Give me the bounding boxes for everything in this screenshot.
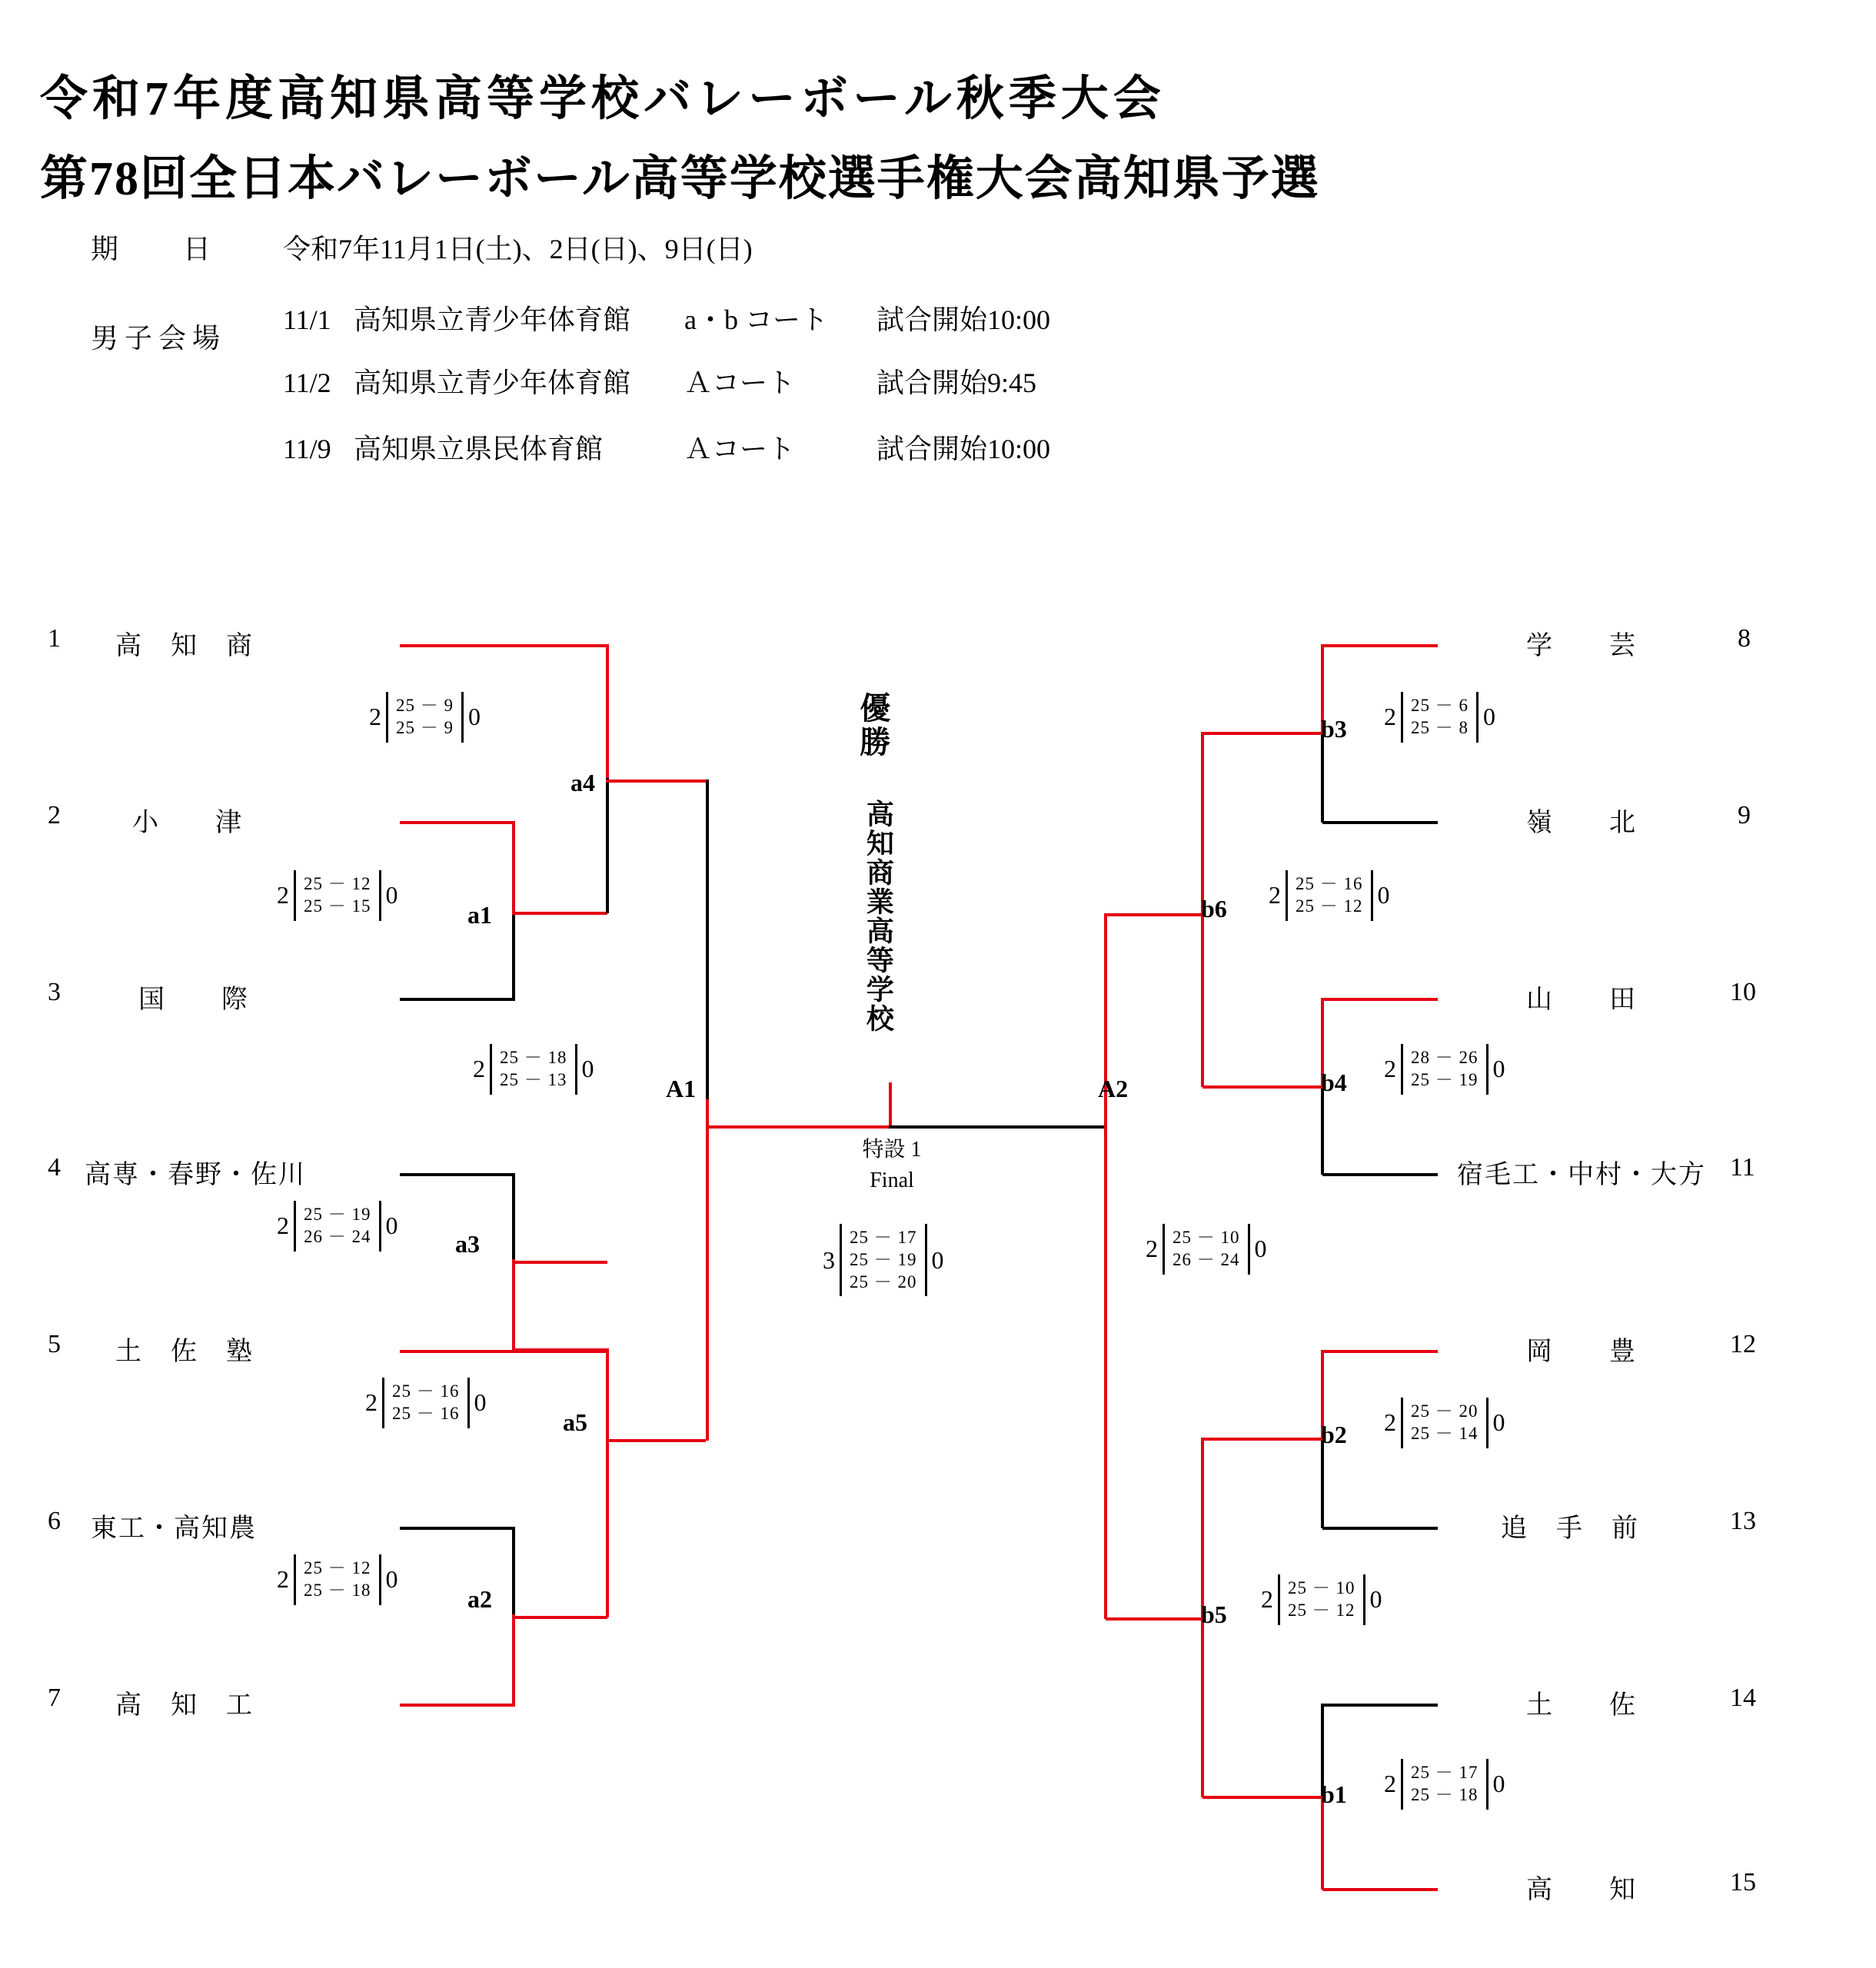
bracket-line-a1-lower (512, 912, 515, 999)
bracket-line-a2-lower (512, 1614, 515, 1705)
bracket-line-a1-out (512, 912, 607, 915)
bracket-line-a2-out (512, 1616, 607, 1619)
score-b6-winner-sets: 2 (1269, 881, 1281, 909)
seed-number-13: 13 (1730, 1507, 1756, 1535)
score-a5-set1: 25 － 16 (392, 1381, 460, 1401)
score-a4 (369, 692, 481, 743)
bracket-line-a4-out (606, 780, 707, 783)
score-b5-winner-sets: 2 (1261, 1585, 1273, 1614)
score-b2-sets (1401, 1398, 1488, 1448)
score-b4-set2: 25 － 19 (1411, 1069, 1479, 1089)
team-label-12: 岡 豊 (1526, 1338, 1637, 1366)
venue-court-2: Ａコート (684, 367, 796, 398)
team-label-14: 土 佐 (1526, 1691, 1637, 1720)
score-b3-set2: 25 － 8 (1411, 717, 1469, 737)
bracket-line-t6 (400, 1527, 515, 1530)
seed-number-10: 10 (1730, 978, 1756, 1006)
venue-place-1: 高知県立青少年体育館 (354, 304, 631, 335)
seed-number-15: 15 (1730, 1868, 1756, 1897)
bracket-line-a5-out (606, 1439, 706, 1442)
seed-number-3: 3 (48, 978, 61, 1006)
score-a4-loser-sets: 0 (468, 703, 481, 731)
score-a3-set2: 26 － 24 (304, 1226, 371, 1246)
score-b1-loser-sets: 0 (1492, 1770, 1505, 1798)
venue-row-1 (283, 298, 1050, 337)
match-code-a3: a3 (455, 1230, 480, 1258)
team-label-9: 嶺 北 (1526, 809, 1637, 837)
bracket-line-a2-upper (512, 1527, 515, 1616)
bracket-line-a4-lower (606, 778, 609, 913)
bracket-line-t12 (1322, 1350, 1438, 1353)
score-a4-set1: 25 － 9 (396, 696, 454, 715)
score-A1-winner-sets: 2 (473, 1055, 485, 1083)
score-a3-sets (294, 1201, 381, 1252)
match-code-b4: b4 (1321, 1069, 1347, 1096)
team-label-15: 高 知 (1526, 1876, 1637, 1904)
final-loser-sets: 0 (931, 1245, 944, 1274)
venue-place-2: 高知県立青少年体育館 (354, 367, 631, 398)
score-a1-sets (294, 870, 381, 921)
bracket-line-b6-out (1106, 913, 1202, 916)
bracket-line-A1-final (706, 1125, 890, 1129)
bracket-line-b3-lower (1321, 732, 1324, 823)
score-a2-set2: 25 － 18 (304, 1580, 371, 1600)
final-set-3: 25 － 20 (850, 1272, 917, 1292)
bracket-line-final-champ (889, 1082, 892, 1127)
venue-row-3 (283, 427, 1050, 467)
bracket-line-A1-lower (706, 1099, 709, 1441)
team-label-7: 高 知 工 (115, 1691, 254, 1720)
score-a1-winner-sets: 2 (277, 881, 289, 909)
score-b5-loser-sets: 0 (1369, 1585, 1382, 1614)
match-code-a4: a4 (570, 769, 595, 796)
venue-place-3: 高知県立県民体育館 (354, 434, 604, 464)
score-b4-winner-sets: 2 (1384, 1055, 1396, 1083)
bracket-line-a3-lower (512, 1259, 515, 1351)
bracket-line-t4 (400, 1173, 515, 1176)
score-b1-set2: 25 － 18 (1411, 1784, 1479, 1804)
bracket-line-t2 (400, 821, 515, 824)
bracket-line-b1-out (1202, 1796, 1322, 1799)
score-b1-set1: 25 － 17 (1411, 1763, 1479, 1782)
bracket-line-a3-upper (512, 1173, 515, 1261)
score-A2-loser-sets: 0 (1254, 1235, 1267, 1263)
final-winner-sets: 3 (823, 1245, 835, 1274)
score-A1 (473, 1044, 594, 1095)
bracket-line-t14 (1322, 1704, 1438, 1707)
team-label-2: 小 津 (132, 809, 243, 837)
team-label-8: 学 芸 (1526, 632, 1637, 660)
score-a3 (277, 1201, 398, 1252)
match-code-A2: A2 (1098, 1075, 1129, 1102)
team-label-13: 追 手 前 (1501, 1514, 1639, 1543)
page-title-line1: 令和7年度高知県高等学校バレーボール秋季大会 (40, 73, 1166, 125)
seed-number-9: 9 (1738, 801, 1751, 829)
score-a3-winner-sets: 2 (277, 1212, 289, 1240)
score-A1-loser-sets: 0 (581, 1055, 594, 1083)
bracket-line-t11 (1322, 1173, 1438, 1176)
score-a2-winner-sets: 2 (277, 1565, 289, 1594)
bracket-line-b4-lower (1321, 1085, 1324, 1175)
bracket-line-t15 (1322, 1888, 1438, 1891)
score-b3-sets (1401, 692, 1479, 743)
venue-start-3: 試合開始10:00 (876, 434, 1051, 464)
score-a5 (365, 1378, 487, 1428)
score-b6 (1269, 870, 1390, 921)
bracket-line-t9 (1322, 821, 1438, 824)
score-b6-sets (1286, 870, 1373, 921)
bracket-line-A2-lower (1104, 1125, 1107, 1619)
score-b5-set2: 25 － 12 (1288, 1600, 1355, 1620)
score-a4-set2: 25 － 9 (396, 717, 454, 737)
venue-date-3: 11/9 (283, 434, 331, 464)
score-b3-set1: 25 － 6 (1411, 696, 1469, 715)
team-label-6: 東工・高知農 (91, 1514, 257, 1543)
final-score (823, 1224, 944, 1296)
score-b5-set1: 25 － 10 (1288, 1578, 1355, 1597)
seed-number-4: 4 (48, 1153, 61, 1182)
venue-court-1: a・b コート (684, 304, 828, 335)
seed-number-7: 7 (48, 1684, 61, 1712)
score-b3-loser-sets: 0 (1483, 703, 1495, 731)
score-a1-loser-sets: 0 (385, 881, 398, 909)
team-label-1: 高 知 商 (115, 632, 254, 660)
page-title-line2: 第78回全日本バレーボール高等学校選手権大会高知県予選 (40, 153, 1320, 205)
score-b2-loser-sets: 0 (1492, 1408, 1505, 1437)
score-b5 (1261, 1574, 1382, 1625)
team-label-3: 国 際 (138, 986, 249, 1014)
bracket-line-t8 (1322, 644, 1438, 647)
score-a2-set1: 25 － 12 (304, 1558, 371, 1577)
team-label-4: 高専・春野・佐川 (85, 1161, 306, 1189)
date-label: 期 日 (91, 234, 230, 264)
venue-label: 男子会場 (91, 323, 227, 354)
score-b4-sets (1401, 1044, 1488, 1095)
bracket-line-b1-lower (1321, 1796, 1324, 1890)
score-a1-set1: 25 － 12 (304, 874, 371, 893)
seed-number-2: 2 (48, 801, 61, 829)
score-b4 (1384, 1044, 1505, 1095)
bracket-line-a1-upper (512, 821, 515, 913)
score-b6-loser-sets: 0 (1377, 881, 1390, 909)
venue-date-2: 11/2 (283, 367, 331, 398)
score-a2-sets (294, 1554, 381, 1605)
match-code-A1: A1 (666, 1075, 697, 1102)
score-b5-sets (1278, 1574, 1365, 1625)
score-a2-loser-sets: 0 (385, 1565, 398, 1594)
score-b1 (1384, 1759, 1505, 1810)
date-value: 令和7年11月1日(土)、2日(日)、9日(日) (283, 234, 753, 264)
score-b6-set1: 25 － 16 (1296, 874, 1363, 893)
score-b1-sets (1401, 1759, 1488, 1810)
score-a5-set2: 25 － 16 (392, 1403, 460, 1423)
score-b4-loser-sets: 0 (1492, 1055, 1505, 1083)
match-code-a5: a5 (563, 1408, 587, 1436)
score-a4-sets (386, 692, 464, 743)
score-a5-loser-sets: 0 (474, 1388, 487, 1417)
team-label-10: 山 田 (1526, 986, 1637, 1014)
team-label-5: 土 佐 塾 (115, 1338, 254, 1366)
bracket-line-a3-out2 (512, 1261, 607, 1264)
score-A2-set2: 26 － 24 (1172, 1249, 1240, 1269)
bracket-line-t10 (1322, 998, 1438, 1001)
match-code-a2: a2 (467, 1585, 492, 1613)
score-A2-set1: 25 － 10 (1172, 1228, 1240, 1247)
bracket-line-t1 (400, 644, 607, 647)
final-set-2: 25 － 19 (850, 1249, 917, 1269)
venue-row-2 (283, 361, 1036, 401)
seed-number-11: 11 (1730, 1153, 1755, 1182)
score-b1-winner-sets: 2 (1384, 1770, 1396, 1798)
score-b2-set2: 25 － 14 (1411, 1423, 1479, 1443)
final-round-label: Final (870, 1168, 914, 1192)
match-code-b6: b6 (1201, 895, 1227, 922)
bracket-line-b2-lower (1321, 1438, 1324, 1528)
score-b3-winner-sets: 2 (1384, 703, 1396, 731)
score-a1-set2: 25 － 15 (304, 896, 371, 916)
score-A1-set2: 25 － 13 (500, 1069, 567, 1089)
team-label-11: 宿毛工・中村・大方 (1457, 1161, 1706, 1189)
score-b2 (1384, 1398, 1505, 1448)
score-A1-set1: 25 － 18 (500, 1048, 567, 1067)
bracket-line-A1-upper (706, 780, 709, 1102)
bracket-line-a3-out (512, 1348, 607, 1351)
score-a2 (277, 1554, 398, 1605)
seed-number-14: 14 (1730, 1684, 1756, 1712)
seed-number-6: 6 (48, 1507, 61, 1535)
match-code-b3: b3 (1321, 715, 1347, 743)
score-A2-sets (1163, 1224, 1250, 1275)
bracket-line-t13 (1322, 1527, 1438, 1530)
match-code-b2: b2 (1321, 1421, 1347, 1448)
match-code-b5: b5 (1201, 1601, 1227, 1628)
score-b3 (1384, 692, 1495, 743)
score-b4-set1: 28 － 26 (1411, 1048, 1479, 1067)
bracket-line-b4-out (1202, 1085, 1322, 1089)
score-b2-set1: 25 － 20 (1411, 1401, 1479, 1421)
venue-start-2: 試合開始9:45 (876, 367, 1037, 398)
seed-number-12: 12 (1730, 1330, 1756, 1358)
score-b2-winner-sets: 2 (1384, 1408, 1396, 1437)
seed-number-1: 1 (48, 624, 61, 653)
match-code-b1: b1 (1321, 1780, 1347, 1808)
bracket-line-t3 (400, 998, 515, 1001)
venue-start-1: 試合開始10:00 (876, 304, 1051, 335)
bracket-line-final-right (889, 1125, 1106, 1129)
score-A2 (1146, 1224, 1267, 1275)
score-b6-set2: 25 － 12 (1296, 896, 1363, 916)
score-A2-winner-sets: 2 (1146, 1235, 1158, 1263)
final-court-label: 特設 1 (862, 1138, 922, 1162)
bracket-line-t7 (400, 1704, 515, 1707)
champion-label: 優勝 (855, 692, 890, 760)
score-a5-winner-sets: 2 (365, 1388, 378, 1417)
bracket-line-a5 (606, 1348, 609, 1617)
bracket-line-b3-out (1202, 732, 1322, 735)
bracket-line-b2-out (1202, 1438, 1322, 1441)
venue-date-1: 11/1 (283, 304, 331, 335)
match-code-a1: a1 (467, 901, 492, 929)
score-a3-loser-sets: 0 (385, 1212, 398, 1240)
score-A1-sets (490, 1044, 577, 1095)
score-a1 (277, 870, 398, 921)
seed-number-8: 8 (1738, 624, 1751, 653)
bracket-line-a4-upper (606, 644, 609, 780)
score-a4-winner-sets: 2 (369, 703, 381, 731)
champion-name: 高知商業高等学校 (863, 800, 894, 1033)
bracket-line-b5-out (1106, 1617, 1202, 1621)
final-set-1: 25 － 17 (850, 1228, 917, 1247)
score-a3-set1: 25 － 19 (304, 1205, 371, 1224)
seed-number-5: 5 (48, 1330, 61, 1358)
venue-court-3: Ａコート (684, 434, 796, 464)
score-a5-sets (382, 1378, 470, 1428)
final-set-scores (840, 1224, 927, 1296)
